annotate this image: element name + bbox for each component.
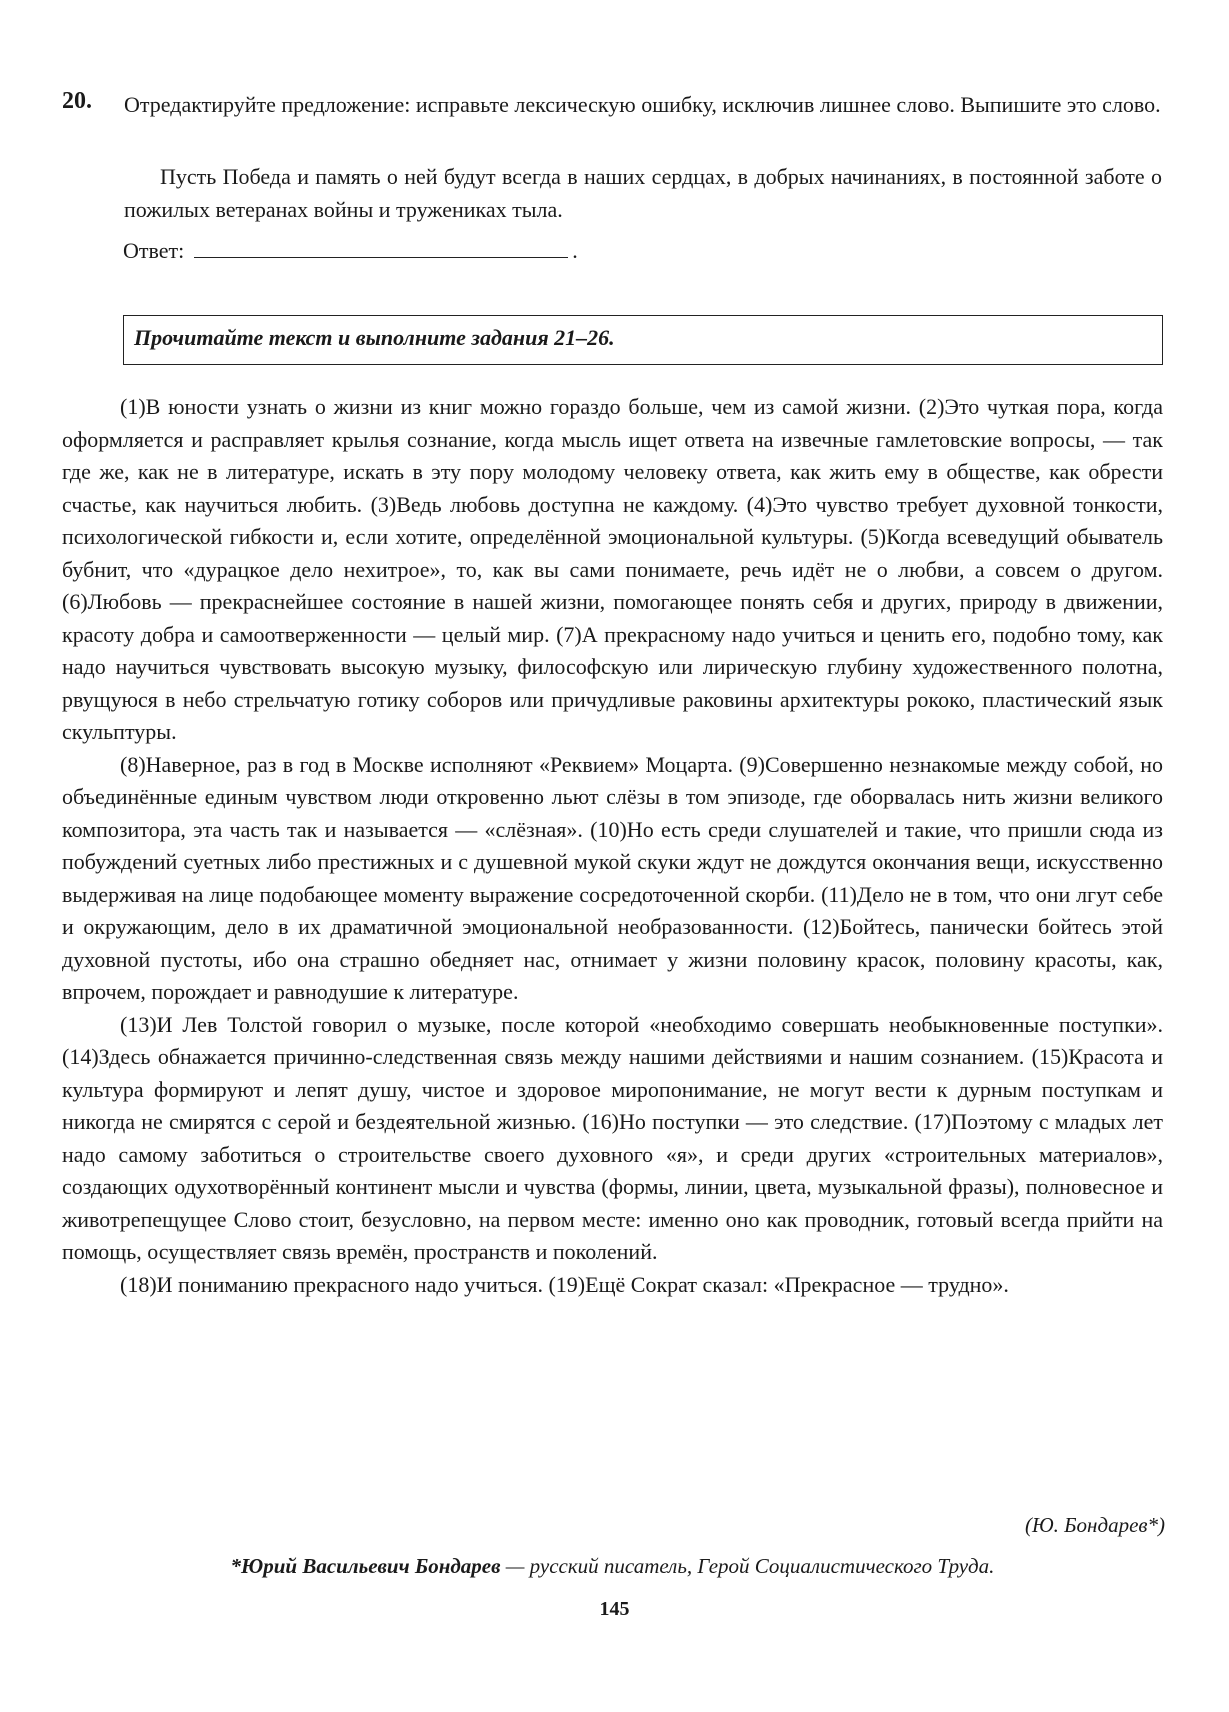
paragraph-4: (18)И пониманию прекрасного надо учиться. (19)Ещё Сократ сказал: «Прекрасное — трудно». [120,1271,1009,1297]
answer-input[interactable] [194,237,568,258]
author-attribution: (Ю. Бондарев*) [1024,1513,1165,1537]
footnote [62,1554,1163,1579]
footnote-name: *Юрий Васильевич Бондарев [230,1554,501,1578]
reading-instruction-box: Прочитайте текст и выполните задания 21–26. [123,315,1163,365]
answer-row [123,236,578,266]
reading-text [62,391,1163,1301]
footnote-description: — русский писатель, Герой Социалистического Труда. [500,1554,995,1578]
paragraph-1: (1)В юности узнать о жизни из книг можно гораздо больше, чем из самой жизни. (2)Это чуткая пора, когда оформляется и расправляет крылья сознание, когда мысль ищет ответа на извечные гамлетовские вопросы, — так где же, как не в литературе, искать в эту пору молодому человеку ответа, как жить ему в обществе, как обрести счастье, как научиться любить. (3)Ведь любовь доступна не каждому. (4)Это чувство требует духовной тонкости, психологической гибкости и, если хотите, определённой эмоциональной культуры. (5)Когда всеведущий обыватель бубнит, что «дурацкое дело нехитрое», то, как вы сами понимаете, речь идёт не о любви, а совсем о другом. (6)Любовь — прекраснейшее состояние в нашей жизни, помогающее понять себя и других, природу в движении, красоту добра и самоотверженности — целый мир. (7)А прекрасному надо учиться и ценить его, подобно тому, как надо научиться чувствовать высокую музыку, философскую или лирическую глубину художественного полотна, рвущуюся в небо стрельчатую готику соборов или причудливые раковины архитектуры рококо, пластический язык скульптуры. [62,394,1163,744]
task-instruction: Отредактируйте предложение: исправьте лексическую ошибку, исключив лишнее слово. Выпишите это слово. [124,92,1161,117]
paragraph-2: (8)Наверное, раз в год в Москве исполняют «Реквием» Моцарта. (9)Совершенно незнакомые между собой, но объединённые единым чувством люди откровенно льют слёзы в том эпизоде, где оборвалась нить жизни великого композитора, эта часть так и называется — «слёзная». (10)Но есть среди слушателей и такие, что пришли сюда из побуждений суетных либо престижных и с душевной мукой скуки ждут не дождутся окончания вещи, искусственно выдерживая на лице подобающее моменту выражение сосредоточенной скорби. (11)Дело не в том, что они лгут себе и окружающим, дело в их драматичной эмоциональной необразованности. (12)Бойтесь, панически бойтесь этой духовной пустоты, ибо она страшно обедняет нас, отнимает у жизни половину красок, половину красоты, как, впрочем, порождает и равнодушие к литературе. [62,751,1163,1004]
page-number: 145 [599,1598,630,1620]
task-sentence: Пусть Победа и память о ней будут всегда в наших сердцах, в добрых начинаниях, в постоянной заботе о пожилых ветеранах войны и тружениках тыла. [124,164,1162,222]
answer-label: Ответ: [123,238,185,263]
answer-end-dot: . [572,238,578,263]
task-number: 20. [62,88,92,114]
paragraph-3: (13)И Лев Толстой говорил о музыке, после которой «необходимо совершать необыкновенные поступки». (14)Здесь обнажается причинно-следственная связь между нашими действиями и нашим сознанием. (15)Красота и культура формируют и лепят душу, чистое и здоровое миропонимание, не могут вести к дурным поступкам и никогда не смирятся с серой и бездеятельной жизнью. (16)Но поступки — это следствие. (17)Поэтому с младых лет надо самому заботиться о строительстве своего духовного «я», и среди других «строительных материалов», создающих одухотворённый континент мысли и чувства (формы, линии, цвета, музыкальной фразы), полновесное и животрепещущее Слово стоит, безусловно, на первом месте: именно оно как проводник, готовый всегда прийти на помощь, осуществляет связь времён, пространств и поколений. [62,1011,1163,1264]
